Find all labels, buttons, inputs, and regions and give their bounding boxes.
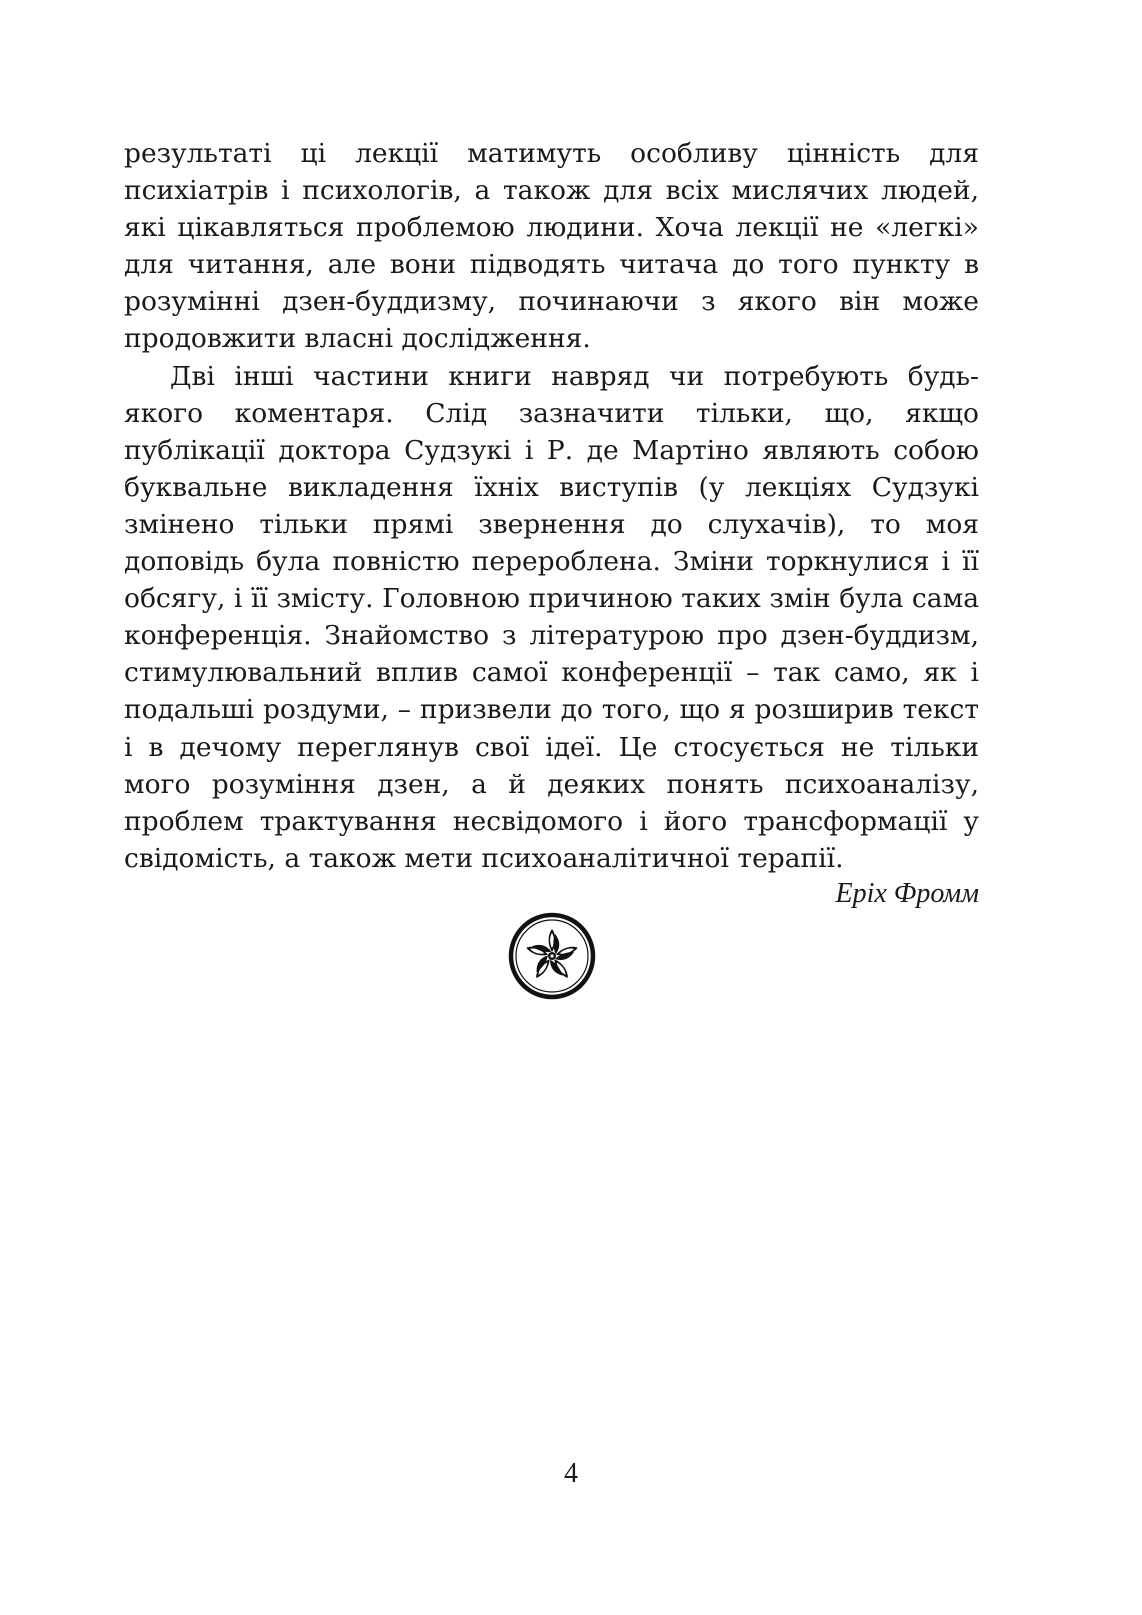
page-number: 4 bbox=[564, 1458, 578, 1489]
paragraph: Дві інші частини книги навряд чи потребують будь-якого коментаря. Слід зазначити тільки, що, якщо публікації доктора Судзукі і Р. де Мартіно являють собою буквальне викладення їхніх виступів (у лекціях Судзукі змінено тільки прямі звернення до слухачів), то моя доповідь була повністю перероблена. Зміни торкнулися і її обсягу, і її змісту. Головною причиною таких змін була сама конференція. Знайомство з літературою про дзен-буддизм, стимулювальний вплив самої конференції – так само, як і подальші роздуми, – призвели до того, що я розширив текст і в дечому переглянув свої ідеї. Це стосується не тільки мого розуміння дзен, а й деяких понять психоаналізу, проблем трактування несвідомого і його трансформації у свідомість, а також мети психоаналітичної терапії. bbox=[124, 360, 979, 874]
body-text bbox=[124, 135, 979, 877]
author-signature: Еріх Фромм bbox=[835, 878, 979, 909]
lotus-flower-circle-icon bbox=[508, 912, 596, 1000]
paragraph-continuation: результаті ці лекції матимуть особливу цінність для психіатрів і психологів, а також для всіх мислячих людей, які цікавляться проблемою людини. Хоча лекції не «легкі» для читання, але вони підводять читача до того пункту в розумінні дзен-буддизму, починаючи з якого він може продовжити власні дослідження. bbox=[124, 138, 979, 355]
